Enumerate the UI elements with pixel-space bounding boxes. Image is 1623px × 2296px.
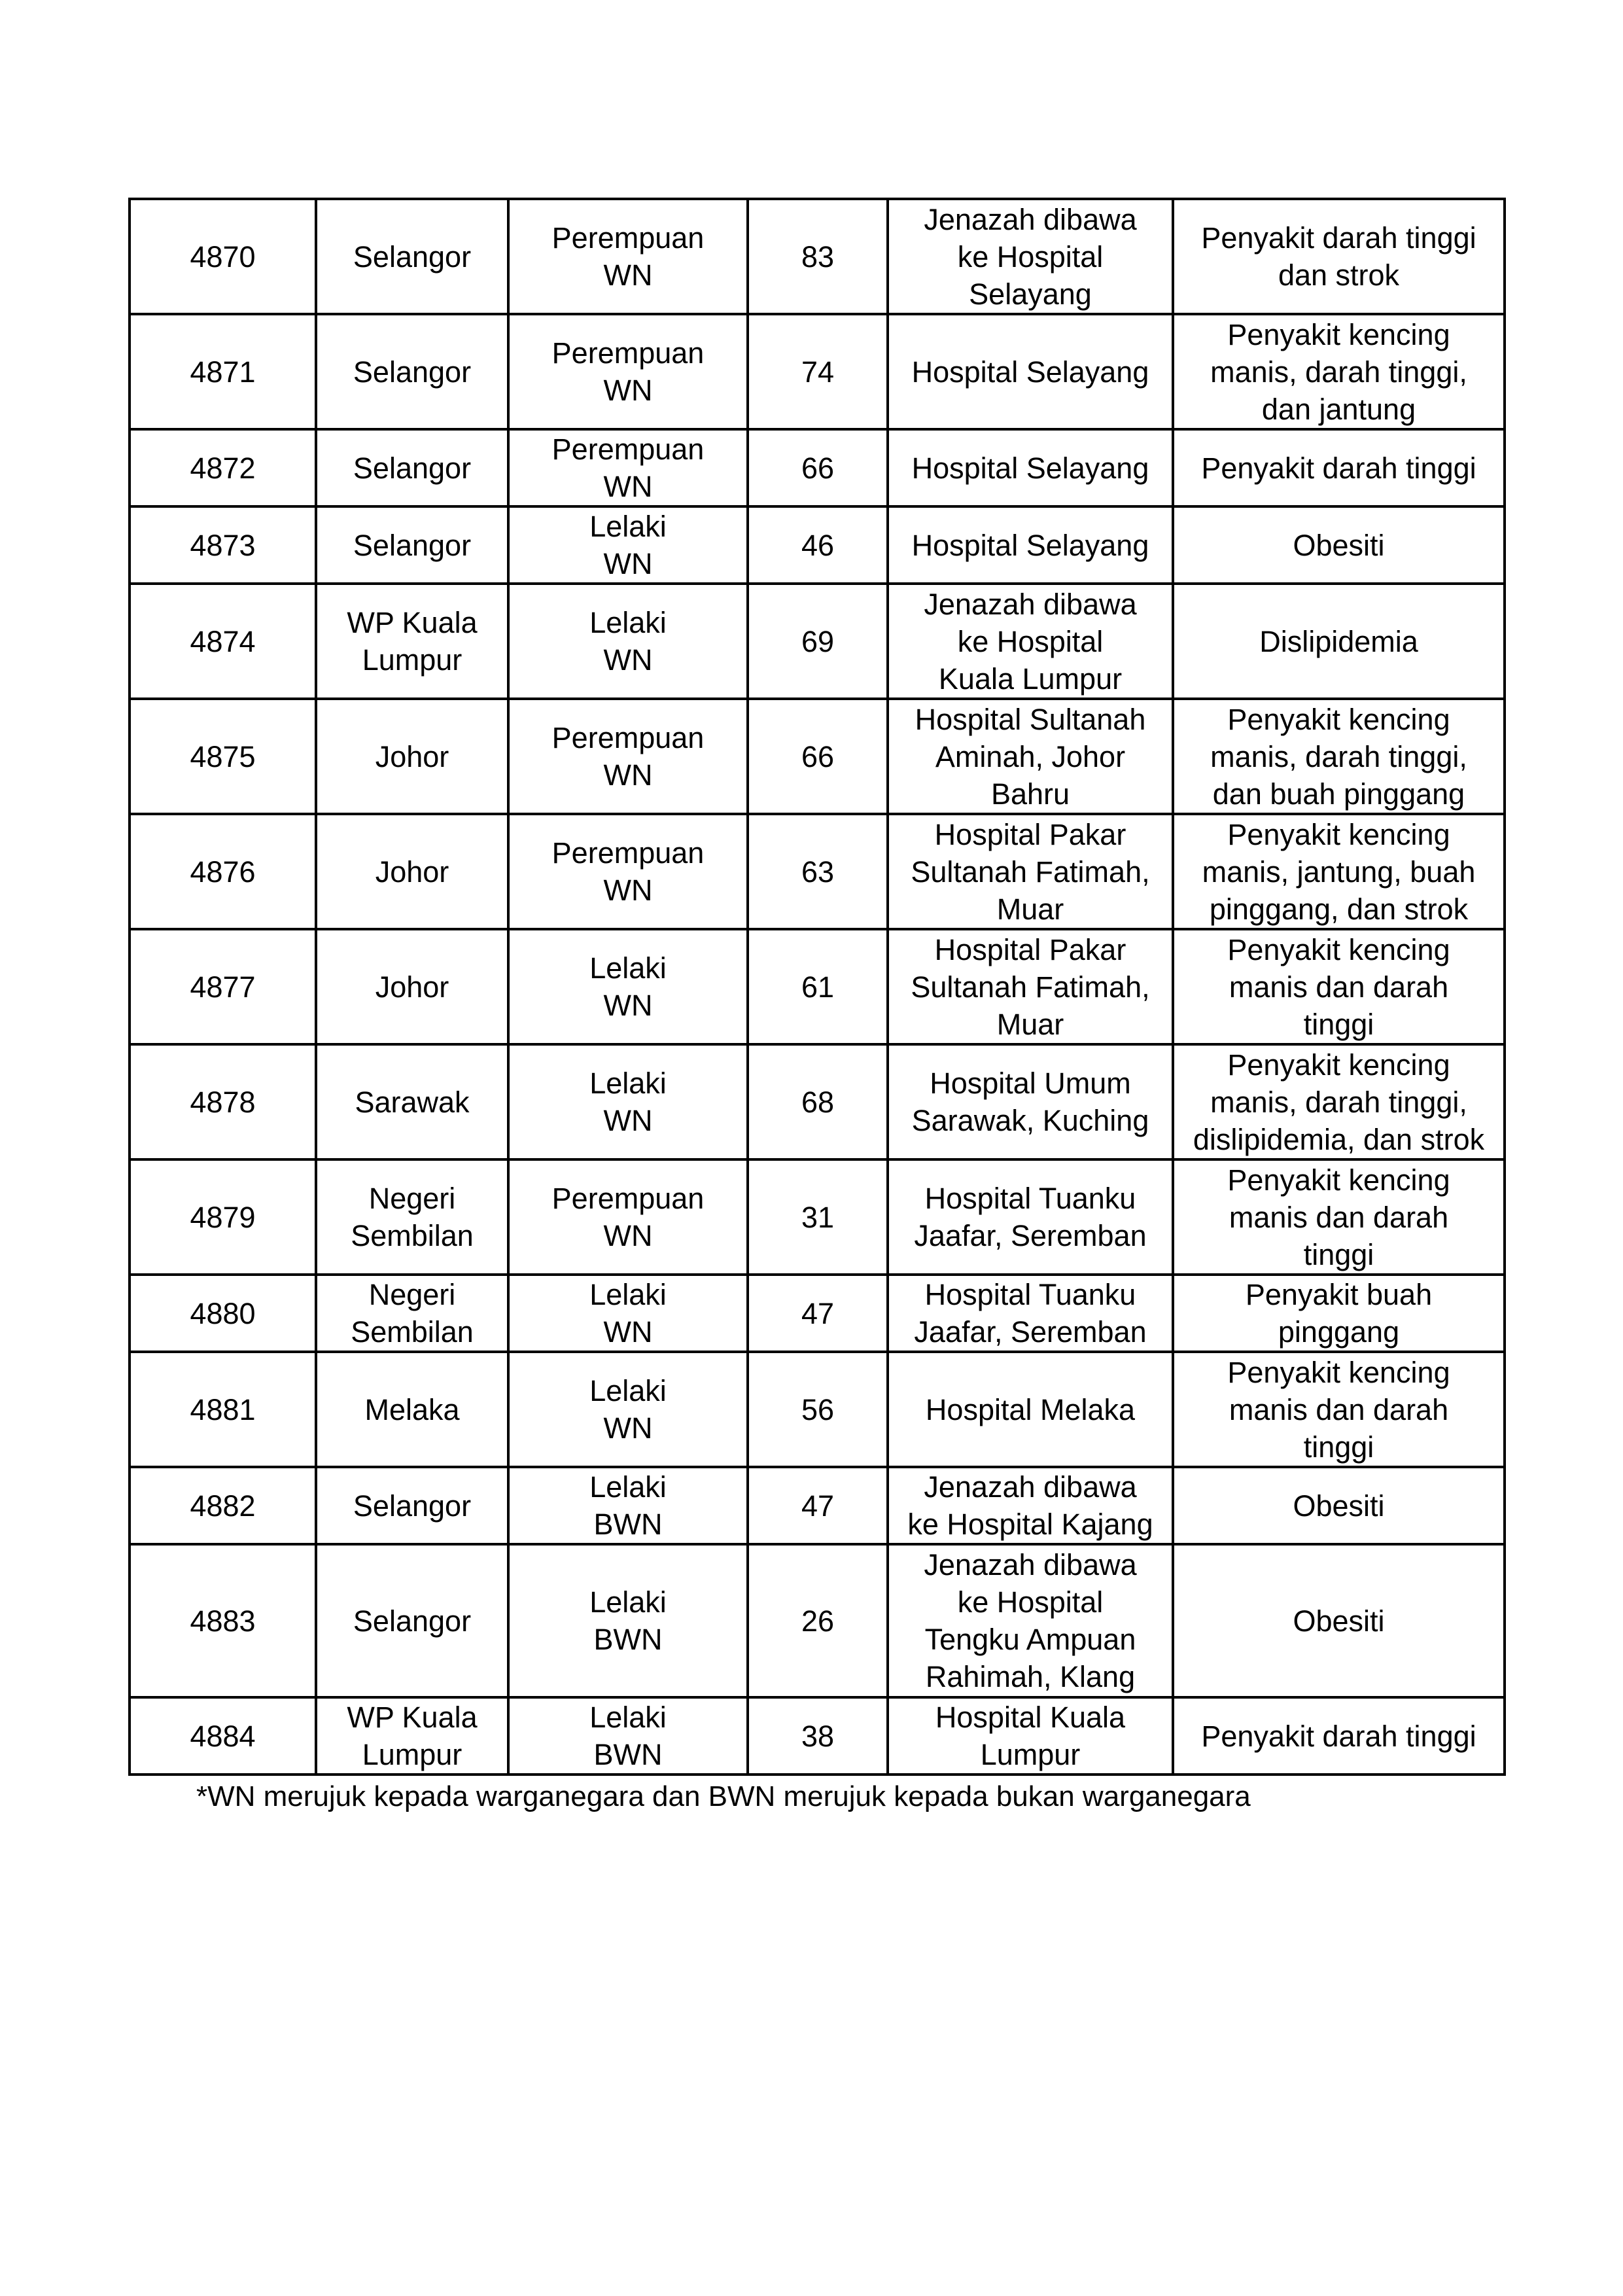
cell-comorbidity: Penyakit kencing manis dan darah tinggi	[1173, 929, 1505, 1044]
cell-age: 47	[748, 1275, 888, 1352]
cell-comorbidity: Penyakit darah tinggi	[1173, 1697, 1505, 1775]
cell-place: Jenazah dibawa ke Hospital Selayang	[888, 199, 1173, 314]
table-row	[130, 1159, 1505, 1275]
cell-place: Jenazah dibawa ke Hospital Kuala Lumpur	[888, 584, 1173, 699]
cell-state: WP Kuala Lumpur	[316, 584, 508, 699]
cell-comorbidity: Penyakit kencing manis, darah tinggi, dislipidemia, dan strok	[1173, 1044, 1505, 1159]
cell-state: Negeri Sembilan	[316, 1275, 508, 1352]
cell-age: 26	[748, 1544, 888, 1697]
cell-case: 4875	[130, 699, 316, 814]
cell-gender: Perempuan WN	[508, 429, 748, 506]
table-row	[130, 314, 1505, 429]
table-row	[130, 699, 1505, 814]
cell-age: 31	[748, 1159, 888, 1275]
cell-age: 74	[748, 314, 888, 429]
cell-case: 4870	[130, 199, 316, 314]
cell-comorbidity: Penyakit kencing manis dan darah tinggi	[1173, 1352, 1505, 1467]
cell-gender: Lelaki BWN	[508, 1697, 748, 1775]
cell-state: Selangor	[316, 506, 508, 584]
cell-gender: Lelaki WN	[508, 1352, 748, 1467]
cell-comorbidity: Penyakit buah pinggang	[1173, 1275, 1505, 1352]
cell-comorbidity: Obesiti	[1173, 1544, 1505, 1697]
cell-age: 63	[748, 814, 888, 929]
cell-state: Selangor	[316, 1467, 508, 1544]
table-row	[130, 584, 1505, 699]
cell-age: 66	[748, 429, 888, 506]
cell-case: 4879	[130, 1159, 316, 1275]
cell-comorbidity: Dislipidemia	[1173, 584, 1505, 699]
cell-gender: Lelaki WN	[508, 506, 748, 584]
table-row	[130, 429, 1505, 506]
cell-place: Hospital Kuala Lumpur	[888, 1697, 1173, 1775]
cell-state: Negeri Sembilan	[316, 1159, 508, 1275]
cell-case: 4877	[130, 929, 316, 1044]
table-row	[130, 929, 1505, 1044]
cell-gender: Perempuan WN	[508, 814, 748, 929]
cell-gender: Perempuan WN	[508, 1159, 748, 1275]
cell-case: 4882	[130, 1467, 316, 1544]
cell-case: 4884	[130, 1697, 316, 1775]
cell-state: Johor	[316, 929, 508, 1044]
cell-place: Hospital Tuanku Jaafar, Seremban	[888, 1159, 1173, 1275]
cell-gender: Perempuan WN	[508, 199, 748, 314]
cell-gender: Lelaki WN	[508, 929, 748, 1044]
cell-state: Johor	[316, 814, 508, 929]
cell-gender: Perempuan WN	[508, 314, 748, 429]
cell-place: Hospital Selayang	[888, 506, 1173, 584]
cell-gender: Lelaki WN	[508, 584, 748, 699]
cell-case: 4881	[130, 1352, 316, 1467]
cell-age: 47	[748, 1467, 888, 1544]
cell-state: Johor	[316, 699, 508, 814]
cell-comorbidity: Penyakit darah tinggi dan strok	[1173, 199, 1505, 314]
cell-comorbidity: Penyakit kencing manis, darah tinggi, dan jantung	[1173, 314, 1505, 429]
table-row	[130, 1467, 1505, 1544]
cell-age: 66	[748, 699, 888, 814]
cell-gender: Lelaki BWN	[508, 1467, 748, 1544]
cell-place: Hospital Selayang	[888, 429, 1173, 506]
table-row	[130, 1275, 1505, 1352]
cell-case: 4876	[130, 814, 316, 929]
table-row	[130, 506, 1505, 584]
cell-state: Selangor	[316, 314, 508, 429]
cell-comorbidity: Penyakit darah tinggi	[1173, 429, 1505, 506]
cell-age: 69	[748, 584, 888, 699]
cell-case: 4878	[130, 1044, 316, 1159]
table-row	[130, 1544, 1505, 1697]
cell-state: Melaka	[316, 1352, 508, 1467]
table-body	[130, 199, 1505, 1775]
cell-gender: Lelaki WN	[508, 1275, 748, 1352]
table-row	[130, 1044, 1505, 1159]
cell-state: Selangor	[316, 199, 508, 314]
cell-state: Sarawak	[316, 1044, 508, 1159]
cell-case: 4874	[130, 584, 316, 699]
footnote: *WN merujuk kepada warganegara dan BWN merujuk kepada bukan warganegara	[196, 1780, 1251, 1812]
table-row	[130, 1697, 1505, 1775]
cell-case: 4883	[130, 1544, 316, 1697]
cell-comorbidity: Obesiti	[1173, 1467, 1505, 1544]
cell-place: Jenazah dibawa ke Hospital Kajang	[888, 1467, 1173, 1544]
cell-age: 68	[748, 1044, 888, 1159]
cell-place: Hospital Selayang	[888, 314, 1173, 429]
deaths-table	[128, 198, 1506, 1776]
cell-age: 83	[748, 199, 888, 314]
table-row	[130, 1352, 1505, 1467]
cell-age: 46	[748, 506, 888, 584]
cell-comorbidity: Penyakit kencing manis dan darah tinggi	[1173, 1159, 1505, 1275]
cell-age: 56	[748, 1352, 888, 1467]
cell-place: Hospital Tuanku Jaafar, Seremban	[888, 1275, 1173, 1352]
cell-state: Selangor	[316, 429, 508, 506]
cell-comorbidity: Obesiti	[1173, 506, 1505, 584]
cell-comorbidity: Penyakit kencing manis, darah tinggi, dan buah pinggang	[1173, 699, 1505, 814]
cell-state: Selangor	[316, 1544, 508, 1697]
cell-gender: Lelaki WN	[508, 1044, 748, 1159]
cell-case: 4873	[130, 506, 316, 584]
cell-place: Hospital Melaka	[888, 1352, 1173, 1467]
cell-place: Hospital Sultanah Aminah, Johor Bahru	[888, 699, 1173, 814]
cell-case: 4871	[130, 314, 316, 429]
cell-gender: Lelaki BWN	[508, 1544, 748, 1697]
cell-case: 4880	[130, 1275, 316, 1352]
table-row	[130, 199, 1505, 314]
cell-place: Jenazah dibawa ke Hospital Tengku Ampuan Rahimah, Klang	[888, 1544, 1173, 1697]
cell-age: 38	[748, 1697, 888, 1775]
cell-gender: Perempuan WN	[508, 699, 748, 814]
cell-comorbidity: Penyakit kencing manis, jantung, buah pinggang, dan strok	[1173, 814, 1505, 929]
cell-place: Hospital Umum Sarawak, Kuching	[888, 1044, 1173, 1159]
cell-case: 4872	[130, 429, 316, 506]
table-row	[130, 814, 1505, 929]
cell-place: Hospital Pakar Sultanah Fatimah, Muar	[888, 814, 1173, 929]
cell-age: 61	[748, 929, 888, 1044]
cell-place: Hospital Pakar Sultanah Fatimah, Muar	[888, 929, 1173, 1044]
cell-state: WP Kuala Lumpur	[316, 1697, 508, 1775]
